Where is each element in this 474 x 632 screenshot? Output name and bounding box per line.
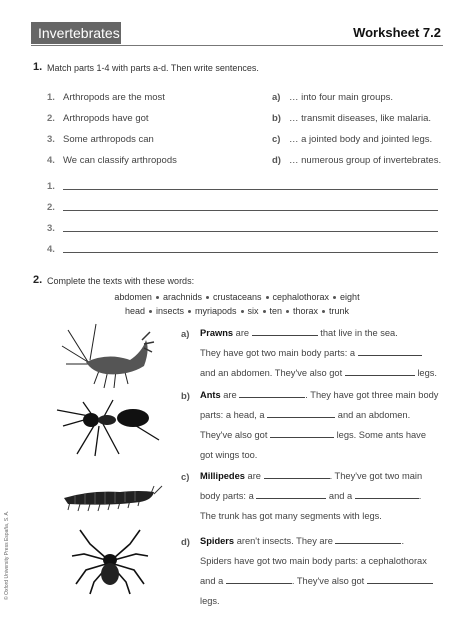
worksheet-number: Worksheet 7.2 <box>353 25 441 40</box>
text-fragment: are <box>220 390 240 400</box>
left-item-number: 2. <box>47 113 55 124</box>
word-bank-word: insects <box>155 306 184 316</box>
blank-field[interactable] <box>367 574 433 584</box>
copyright-notice: © Oxford University Press España, S. A. <box>4 510 10 600</box>
left-item-text: Arthropods are the most <box>63 92 165 103</box>
blank-field[interactable] <box>239 388 305 398</box>
blank-field[interactable] <box>256 489 326 499</box>
text-fragment: legs. <box>200 596 220 606</box>
millipede-image <box>60 478 165 512</box>
section1-number: 1. <box>33 61 43 73</box>
animal-name: Prawns <box>200 328 234 338</box>
blank-field[interactable] <box>264 469 330 479</box>
blank-field[interactable] <box>345 366 415 376</box>
blank-field[interactable] <box>226 574 292 584</box>
answer-line[interactable] <box>63 189 438 190</box>
prawn-image <box>58 322 158 392</box>
bullet-icon <box>149 310 152 313</box>
right-item-letter: b) <box>272 113 281 124</box>
section2-number: 2. <box>33 274 43 286</box>
animal-name: Spiders <box>200 536 235 546</box>
right-item-letter: c) <box>272 134 281 145</box>
word-bank-word: eight <box>340 292 360 302</box>
section1-instruction: Match parts 1-4 with parts a-d. Then write sentences. <box>47 63 259 73</box>
word-bank-row <box>80 304 394 318</box>
left-item-number: 4. <box>47 155 55 166</box>
paragraph-letter: a) <box>181 329 190 340</box>
bullet-icon <box>156 296 159 299</box>
bullet-icon <box>241 310 244 313</box>
word-bank-word: cephalothorax <box>272 292 330 302</box>
right-item-text: … numerous group of invertebrates. <box>289 155 442 166</box>
text-fragment: They have got two main body parts: a <box>200 348 358 358</box>
blank-field[interactable] <box>252 326 318 336</box>
bullet-icon <box>286 310 289 313</box>
text-fragment: aren't insects. They are <box>234 536 336 546</box>
text-fragment: parts: a head, a <box>200 410 268 420</box>
right-item-text: … a jointed body and jointed legs. <box>289 134 433 145</box>
text-fragment: legs. <box>414 368 438 378</box>
text-fragment: . <box>401 536 405 546</box>
answer-line[interactable] <box>63 252 438 253</box>
left-item-number: 3. <box>47 134 55 145</box>
right-item-letter: d) <box>272 155 281 166</box>
right-item-letter: a) <box>272 92 281 103</box>
blank-field[interactable] <box>358 346 422 356</box>
word-bank-word: arachnids <box>162 292 202 302</box>
left-item-text: We can classify arthropods <box>63 155 177 166</box>
word-bank-word: abdomen <box>114 292 152 302</box>
text-fragment: body parts: a <box>200 491 257 501</box>
paragraph-letter: d) <box>181 537 190 548</box>
word-bank <box>80 290 394 318</box>
text-fragment: got wings too. <box>200 450 258 460</box>
answer-number: 4. <box>47 244 55 255</box>
ant-image <box>55 396 165 458</box>
answer-number: 2. <box>47 202 55 213</box>
word-bank-word: trunk <box>329 306 350 316</box>
text-fragment: . They have got three main body <box>305 390 439 400</box>
right-item-text: … transmit diseases, like malaria. <box>289 113 432 124</box>
answer-line[interactable] <box>63 210 438 211</box>
word-bank-word: ten <box>269 306 283 316</box>
bullet-icon <box>333 296 336 299</box>
text-fragment: The trunk has got many segments with legs. <box>200 511 382 521</box>
word-bank-word: six <box>247 306 259 316</box>
bullet-icon <box>206 296 209 299</box>
blank-field[interactable] <box>270 428 334 438</box>
text-fragment: are <box>244 471 264 481</box>
text-fragment: . They've also got <box>291 576 367 586</box>
bullet-icon <box>188 310 191 313</box>
left-item-number: 1. <box>47 92 55 103</box>
text-fragment: They've also got <box>200 430 270 440</box>
word-bank-word: crustaceans <box>212 292 262 302</box>
text-fragment: and a <box>326 491 355 501</box>
animal-name: Millipedes <box>200 471 245 481</box>
text-fragment: . <box>418 491 422 501</box>
text-fragment: and a <box>200 576 226 586</box>
word-bank-word: thorax <box>293 306 319 316</box>
worksheet-topic-title: Invertebrates <box>31 22 121 44</box>
spider-image <box>70 528 150 596</box>
paragraph-text <box>200 323 450 383</box>
paragraph-letter: b) <box>181 391 190 402</box>
answer-number: 1. <box>47 181 55 192</box>
blank-field[interactable] <box>267 408 335 418</box>
bullet-icon <box>266 296 269 299</box>
text-fragment: Spiders have got two main body parts: a cephalothorax <box>200 556 427 566</box>
paragraph-text <box>200 531 450 611</box>
paragraph-text <box>200 466 450 526</box>
bullet-icon <box>322 310 325 313</box>
text-fragment: that live in the sea. <box>317 328 398 338</box>
text-fragment: . They've got two main <box>329 471 423 481</box>
left-item-text: Arthropods have got <box>63 113 149 124</box>
answer-line[interactable] <box>63 231 438 232</box>
word-bank-word: head <box>124 306 145 316</box>
left-item-text: Some arthropods can <box>63 134 154 145</box>
text-fragment: and an abdomen. They've also got <box>200 368 345 378</box>
text-fragment: and an abdomen. <box>335 410 411 420</box>
text-fragment: are <box>233 328 252 338</box>
word-bank-word: myriapods <box>194 306 237 316</box>
blank-field[interactable] <box>355 489 419 499</box>
answer-number: 3. <box>47 223 55 234</box>
paragraph-letter: c) <box>181 472 190 483</box>
word-bank-row <box>80 290 394 304</box>
animal-name: Ants <box>200 390 221 400</box>
header-rule <box>31 45 443 46</box>
blank-field[interactable] <box>335 534 401 544</box>
text-fragment: legs. Some ants have <box>334 430 426 440</box>
section2-instruction: Complete the texts with these words: <box>47 276 195 286</box>
paragraph-text <box>200 385 450 465</box>
right-item-text: … into four main groups. <box>289 92 394 103</box>
bullet-icon <box>263 310 266 313</box>
